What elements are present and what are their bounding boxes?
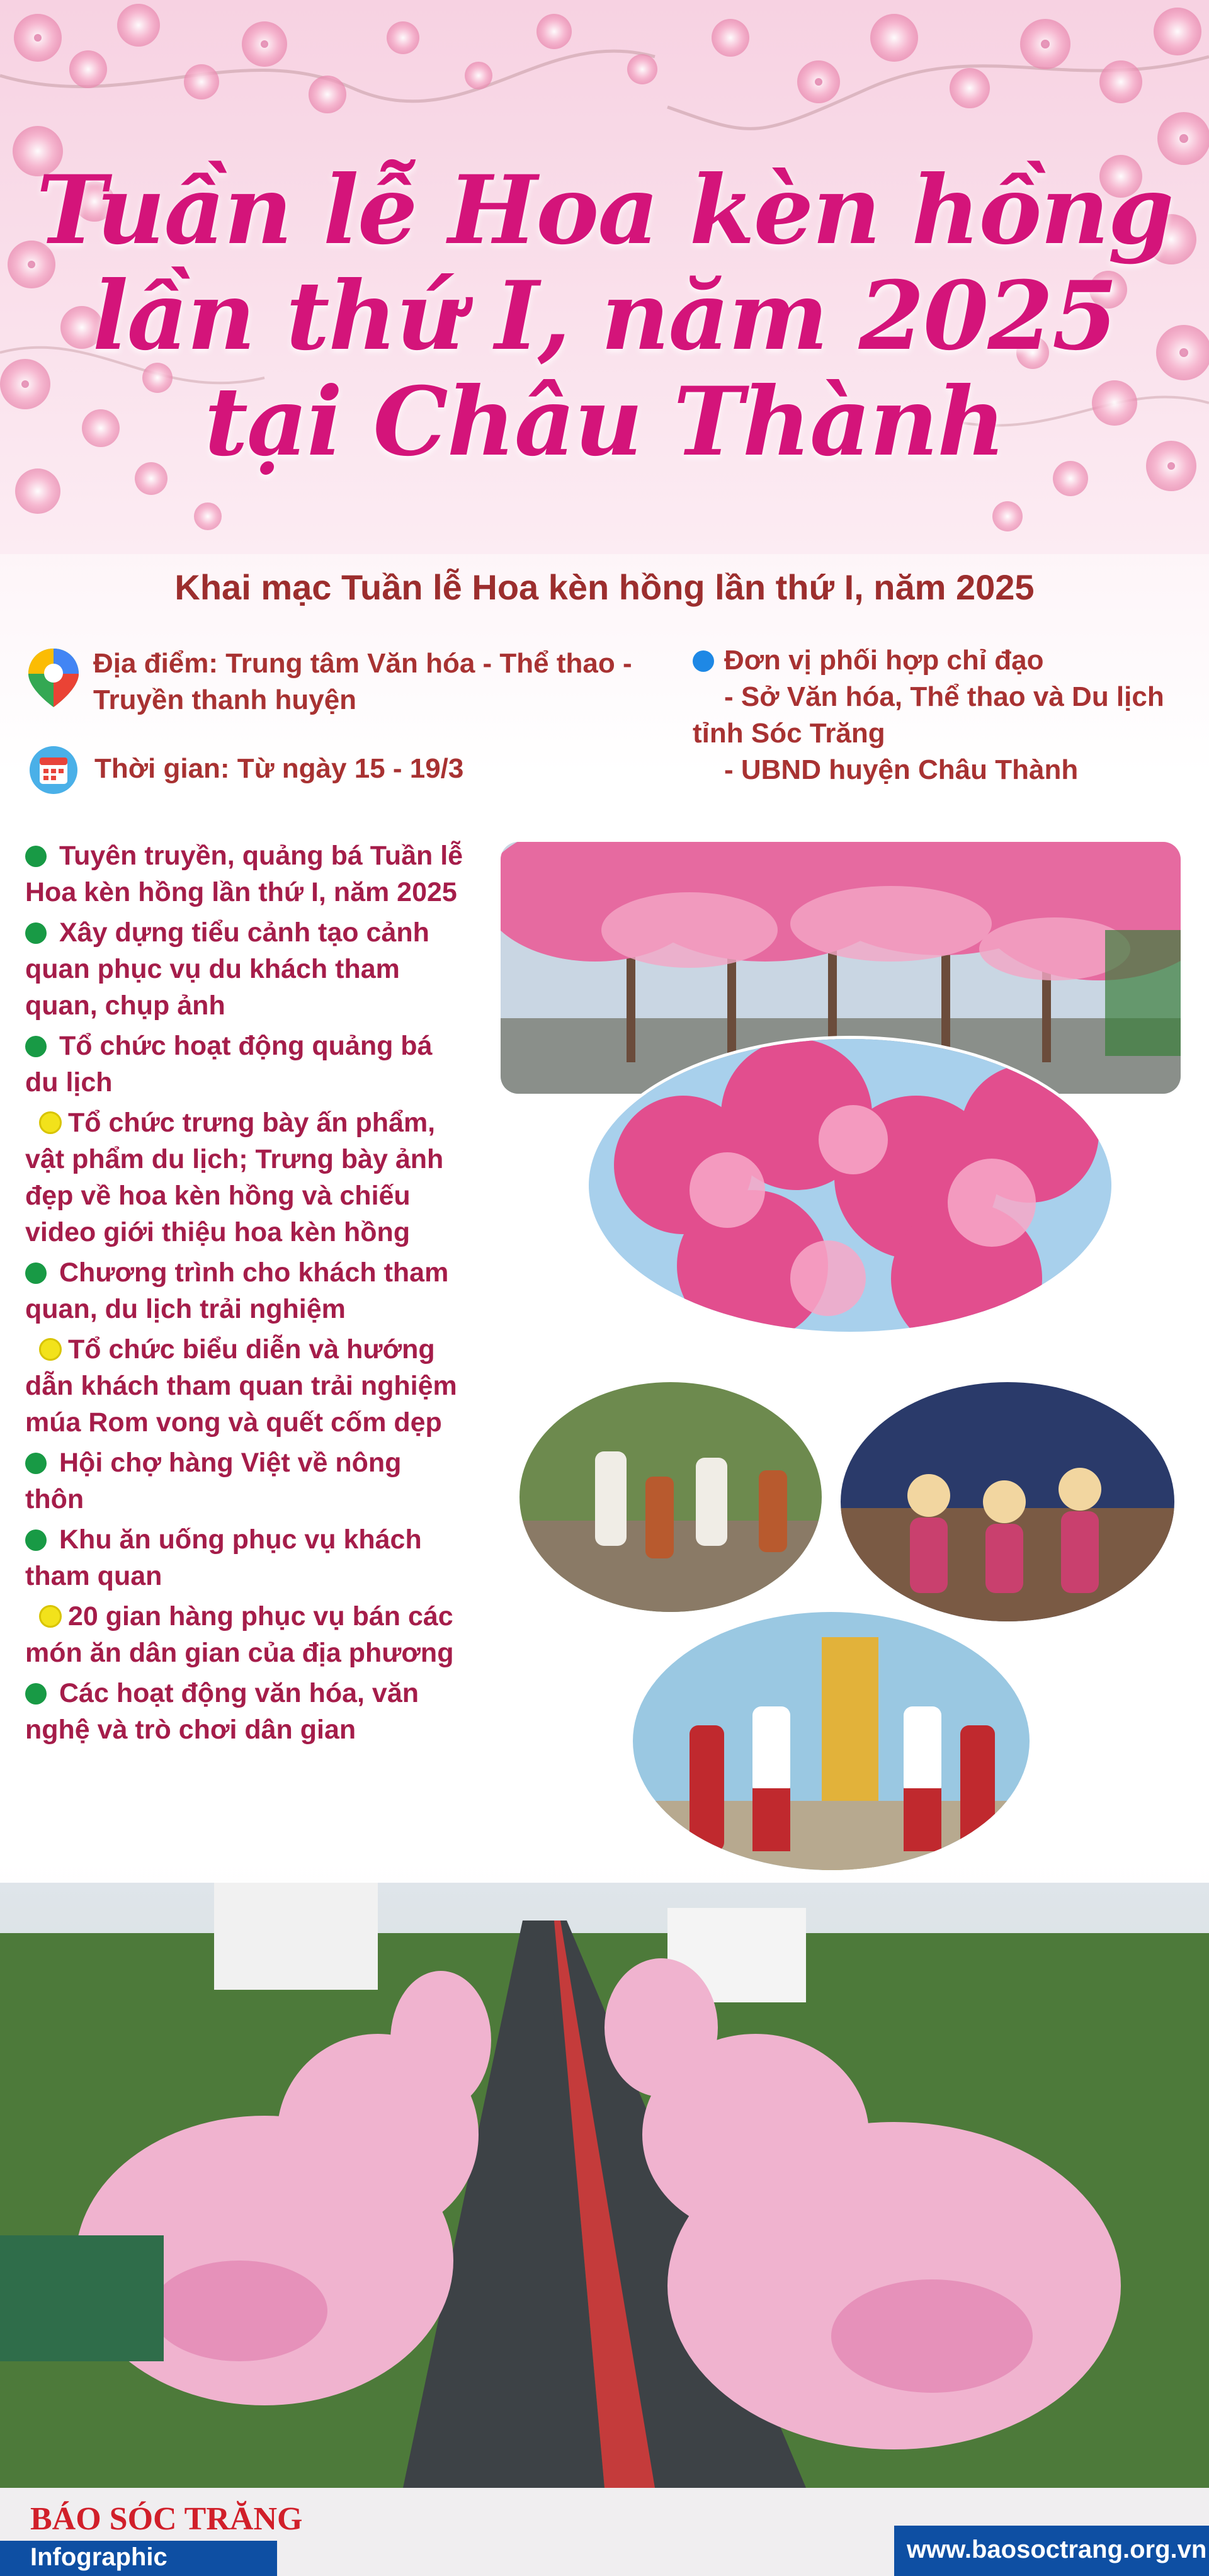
green-bullet-icon [25,1683,47,1705]
green-bullet-icon [25,1453,47,1474]
activity-item [25,837,466,911]
footer-label: Infographic [30,2543,167,2571]
location-line-2: Truyền thanh huyện [93,684,357,715]
coordination-line-2: tỉnh Sóc Trăng [693,718,885,749]
rice-pounding-photo [516,1379,825,1615]
coordination-info [693,642,1164,788]
activity-subitem [25,1331,466,1441]
blue-bullet-icon [693,650,714,672]
location-info [93,645,632,718]
header-banner [0,0,1209,554]
page-title [0,157,1209,475]
green-bullet-icon [25,1036,47,1057]
activity-text: Hội chợ hàng Việt về nông thôn [25,1448,402,1514]
footer-bar [0,2488,1209,2576]
green-bullet-icon [25,922,47,944]
activity-item [25,1675,466,1748]
rom-vong-dance-photo [630,1609,1033,1873]
activity-text: Tổ chức trưng bày ấn phẩm, vật phẩm du lịch; Trưng bày ảnh đẹp về hoa kèn hồng và chiếu video giới thiệu hoa kèn hồng [25,1108,444,1247]
coordination-heading-text: Đơn vị phối hợp chỉ đạo [724,645,1044,676]
activity-item [25,1254,466,1327]
activity-item [25,1028,466,1101]
coordination-line-1: - Sở Văn hóa, Thể thao và Du lịch [724,681,1164,712]
activity-text: 20 gian hàng phục vụ bán các món ăn dân gian của địa phương [25,1601,454,1668]
green-bullet-icon [25,1529,47,1551]
title-line-1: Tuần lễ Hoa kèn hồng [36,155,1173,266]
time-info: Thời gian: Từ ngày 15 - 19/3 [94,753,464,784]
activity-text: Khu ăn uống phục vụ khách tham quan [25,1524,422,1591]
activity-text: Tổ chức hoạt động quảng bá du lịch [25,1031,433,1098]
activities-list [25,837,466,1752]
yellow-bullet-icon [39,1605,62,1628]
title-line-2: lần thứ I, năm 2025 [92,261,1117,372]
yellow-bullet-icon [39,1338,62,1361]
activity-text: Tổ chức biểu diễn và hướng dẫn khách tham quan trải nghiệm múa Rom vong và quết cốm dẹp [25,1334,457,1438]
coordination-heading [693,642,1164,679]
calendar-icon [28,745,79,795]
aerial-road-photo [0,1883,1209,2488]
map-pin-icon [25,645,82,708]
activity-item [25,1521,466,1594]
pink-flowers-closeup-photo [586,1036,1115,1335]
footer-url[interactable]: www.baosoctrang.org.vn [907,2536,1207,2563]
activity-subitem [25,1104,466,1251]
location-line-1: Địa điểm: Trung tâm Văn hóa - Thể thao - [93,648,632,679]
activity-text: Xây dựng tiểu cảnh tạo cảnh quan phục vụ du khách tham quan, chụp ảnh [25,917,429,1021]
activity-text: Tuyên truyền, quảng bá Tuần lễ Hoa kèn hồng lần thứ I, năm 2025 [25,841,463,907]
green-bullet-icon [25,1262,47,1284]
activity-item [25,1444,466,1518]
coordination-line-3: - UBND huyện Châu Thành [724,754,1079,785]
food-fair-photo [837,1379,1178,1625]
activity-item [25,914,466,1024]
yellow-bullet-icon [39,1111,62,1134]
footer-brand: BÁO SÓC TRĂNG [30,2501,303,2537]
title-line-3: tại Châu Thành [204,366,1005,477]
activity-text: Các hoạt động văn hóa, văn nghệ và trò chơi dân gian [25,1678,419,1745]
event-subtitle: Khai mạc Tuần lễ Hoa kèn hồng lần thứ I, năm 2025 [174,567,1035,607]
green-bullet-icon [25,846,47,867]
activity-text: Chương trình cho khách tham quan, du lịch trải nghiệm [25,1257,449,1324]
activity-subitem [25,1598,466,1671]
